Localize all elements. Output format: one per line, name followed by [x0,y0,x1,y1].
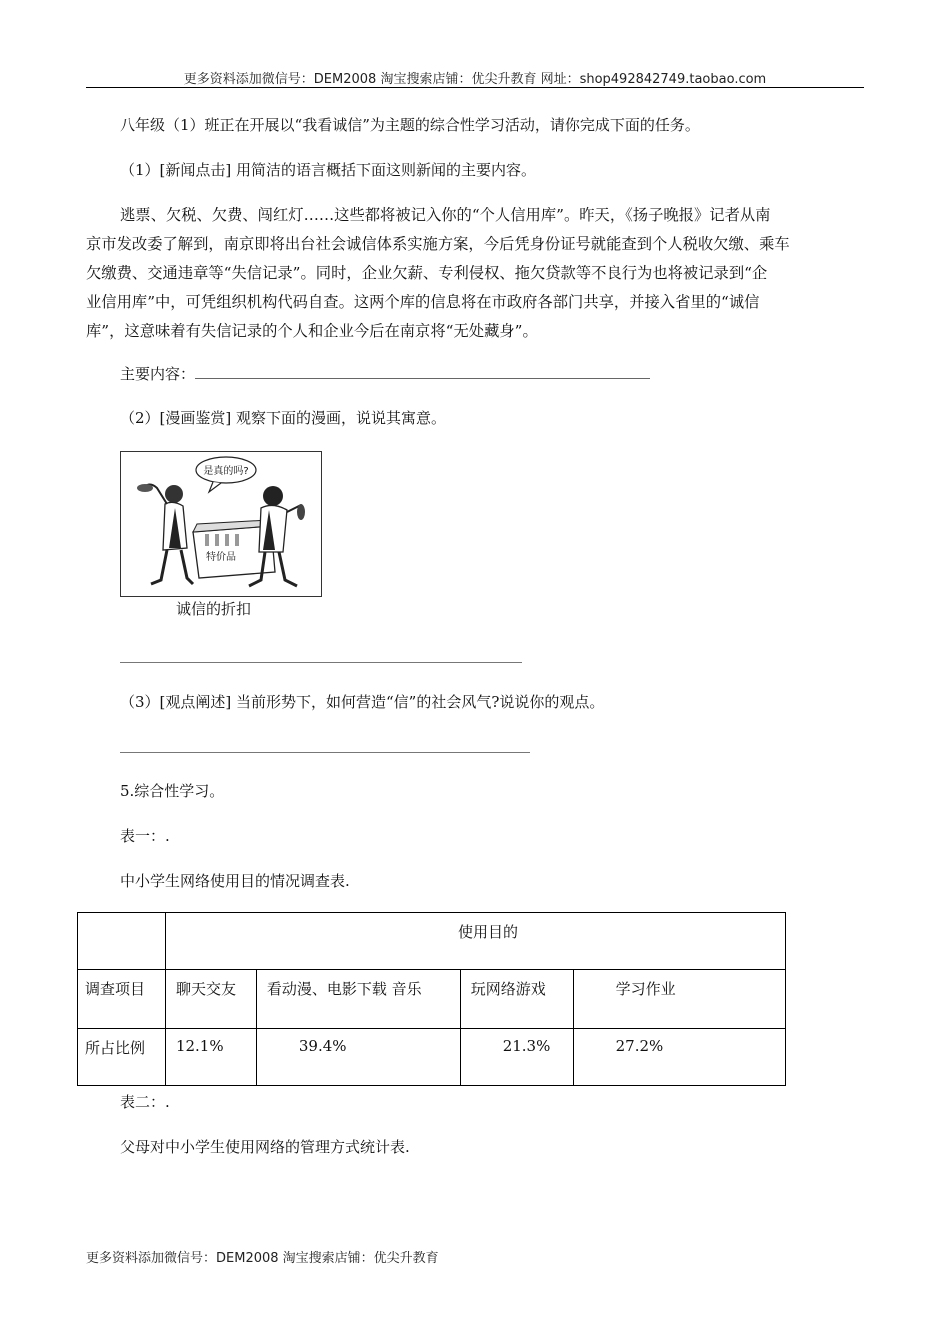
cartoon-caption: 诚信的折扣 [176,600,252,618]
news-line: 业信用库”中，可凭组织机构代码自查。这两个库的信息将在市政府各部门共享，并接入省里的“诚信 [86,293,760,311]
table-corner-cell [78,913,166,970]
news-line: 欠缴费、交通违章等“失信记录”。同时，企业欠薪、专利侵权、拖欠贷款等不良行为也将被记录到“企 [86,264,768,282]
question-3-prompt: （3）[观点阐述] 当前形势下，如何营造“信”的社会风气?说说你的观点。 [120,693,605,711]
answer-blank-3[interactable] [120,752,530,753]
page-header: 更多资料添加微信号：DEM2008 淘宝搜索店铺：优尖升教育 网址：shop492842749.taobao.com [183,72,767,87]
answer-row-1 [120,364,650,384]
news-line: 京市发改委了解到，南京即将出台社会诚信体系实施方案，今后凭身份证号就能查到个人税收欠缴、乘车 [86,235,790,253]
table-cell: 聊天交友 [165,970,256,1029]
survey-table [77,912,786,1086]
question-5-title: 5.综合性学习。 [120,782,225,800]
table-header-row [78,913,786,970]
table2-label: 表二：. [120,1093,170,1111]
answer-label: 主要内容： [120,365,196,383]
table2-title: 父母对中小学生使用网络的管理方式统计表. [120,1138,410,1156]
table-cell: 学习作业 [573,970,785,1029]
intro-text: 八年级（1）班正在开展以“我看诚信”为主题的综合性学习活动，请你完成下面的任务。 [120,116,700,134]
table-cell: 调查项目 [78,970,166,1029]
table-cell: 21.3% [460,1029,573,1086]
answer-blank-1[interactable] [195,364,650,379]
news-line: 库”，这意味着有失信记录的个人和企业今后在南京将“无处藏身”。 [86,322,538,340]
answer-blank-2[interactable] [120,662,522,663]
news-line: 逃票、欠税、欠费、闯红灯……这些都将被记入你的“个人信用库”。昨天，《扬子晚报》记者从南 [120,206,771,224]
bubble-text: 是真的吗? [203,466,249,477]
table-cell: 27.2% [573,1029,785,1086]
question-1-prompt: （1）[新闻点击] 用简洁的语言概括下面这则新闻的主要内容。 [120,161,537,179]
header-rule [86,87,864,88]
table-group-header: 使用目的 [165,913,785,970]
table-cell: 看动漫、电影下载 音乐 [256,970,460,1029]
table-cell: 39.4% [256,1029,460,1086]
sign-text: 特价品 [206,552,236,563]
table-row [78,1029,786,1086]
cartoon-image [120,451,322,597]
table-cell: 所占比例 [78,1029,166,1086]
cartoon-drawing [121,452,321,596]
table-cell: 玩网络游戏 [460,970,573,1029]
news-paragraph [86,201,864,346]
table-row [78,970,786,1029]
table1-title: 中小学生网络使用目的情况调查表. [120,872,350,890]
table-cell: 12.1% [165,1029,256,1086]
table1-label: 表一：. [120,827,170,845]
page-footer: 更多资料添加微信号：DEM2008 淘宝搜索店铺：优尖升教育 [86,1251,439,1266]
question-2-prompt: （2）[漫画鉴赏] 观察下面的漫画，说说其寓意。 [120,409,447,427]
